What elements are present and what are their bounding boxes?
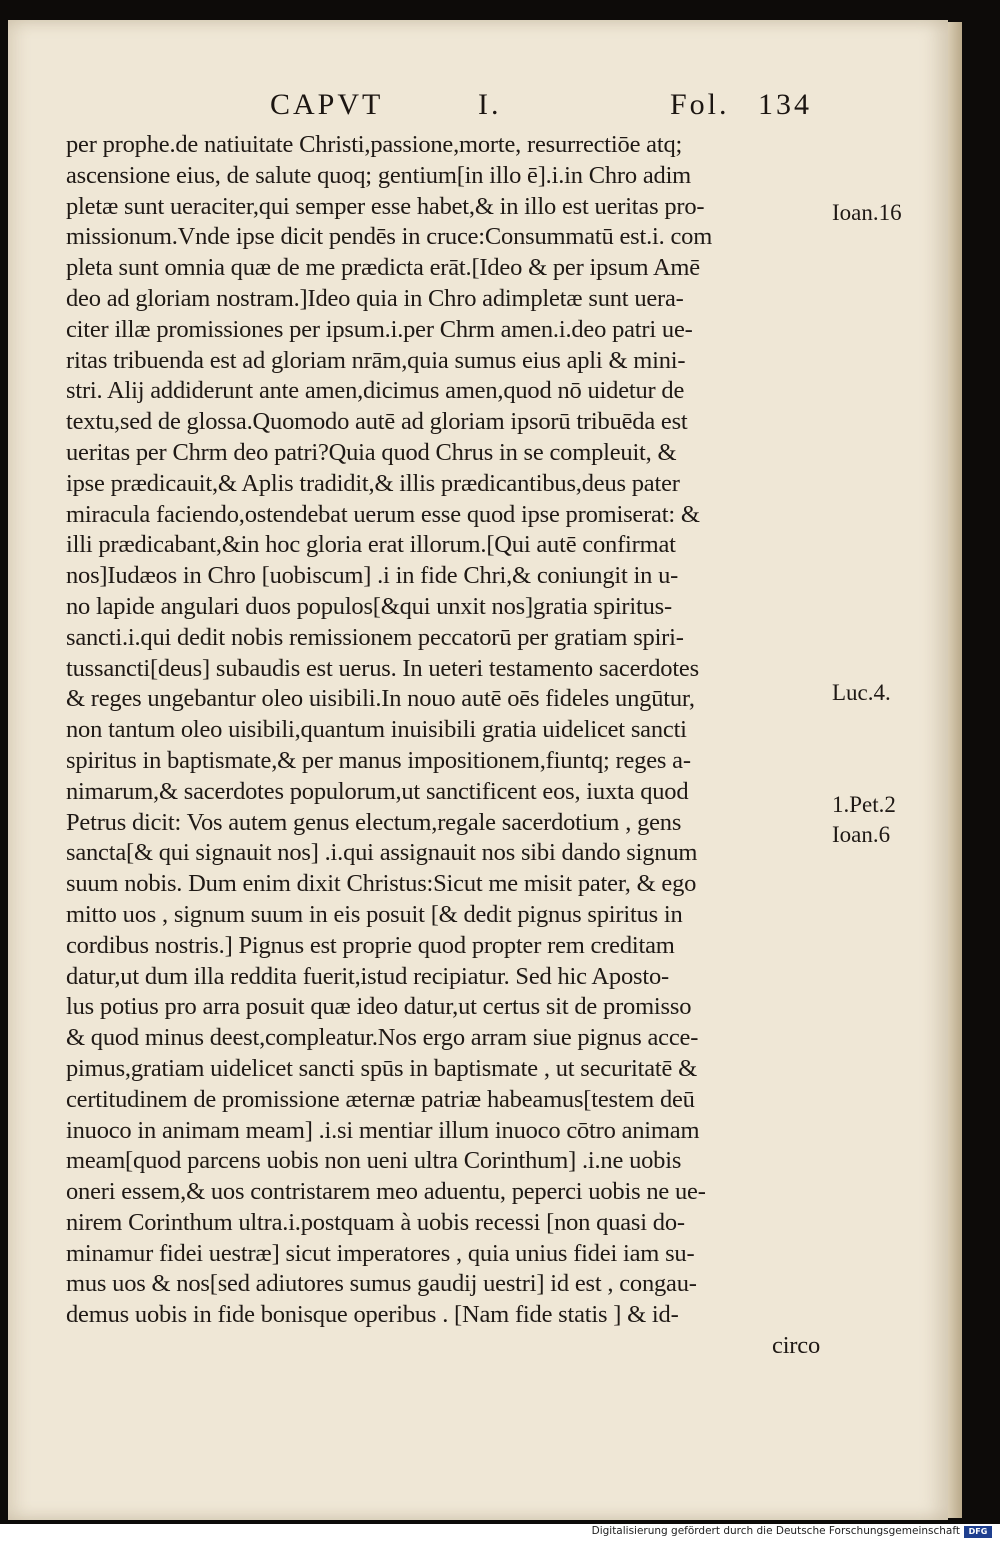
text-line: pleta sunt omnia quæ de me prædicta erāt.[Ideo & per ipsum Amē — [66, 254, 700, 282]
dfg-logo: DFG — [964, 1526, 992, 1538]
text-line: inuoco in animam meam] .i.si mentiar illum inuoco cōtro animam — [66, 1116, 700, 1144]
text-line: suum nobis. Dum enim dixit Christus:Sicut me misit pater, & ego — [66, 870, 697, 898]
text-line: datur,ut dum illa reddita fuerit,istud recipiatur. Sed hic Aposto- — [66, 962, 669, 990]
text-line: Petrus dicit: Vos autem genus electum,regale sacerdotium , gens — [66, 808, 682, 836]
text-line: textu,sed de glossa.Quomodo autē ad gloriam ipsorū tribuēda est — [66, 408, 688, 436]
text-line: miracula faciendo,ostendebat uerum esse quod ipse promiserat: & — [66, 500, 700, 528]
text-line: certitudinem de promissione æternæ patriæ habeamus[testem deū — [66, 1085, 695, 1113]
text-line: meam[quod parcens uobis non ueni ultra Corinthum] .i.ne uobis — [66, 1147, 682, 1175]
text-line: ueritas per Chrm deo patri?Quia quod Chrus in se compleuit, & — [66, 438, 677, 466]
margin-note: Luc.4. — [832, 680, 891, 705]
page-edge — [948, 22, 962, 1518]
header-fol: Fol. — [670, 88, 730, 121]
text-line: stri. Alij addiderunt ante amen,dicimus amen,quod nō uidetur de — [66, 377, 685, 405]
text-line: pletæ sunt ueraciter,qui semper esse habet,& in illo est ueritas pro- — [66, 192, 705, 220]
text-line: nos]Iudæos in Chro [uobiscum] .i in fide Chri,& coniungit in u- — [66, 562, 679, 590]
text-line: spiritus in baptismate,& per manus impositionem,fiuntq; reges a- — [66, 746, 691, 774]
text-line: ritas tribuenda est ad gloriam nrām,quia sumus eius apli & mini- — [66, 346, 686, 374]
running-header — [270, 88, 830, 128]
text-line: per prophe.de natiuitate Christi,passione,morte, resurrectiōe atq; — [66, 131, 683, 158]
text-line: demus uobis in fide bonisque operibus . [Nam fide statis ] & id- — [66, 1301, 679, 1329]
text-line: sancti.i.qui dedit nobis remissionem peccatorū per gratiam spiri- — [66, 623, 684, 651]
text-block — [66, 130, 826, 1362]
text-line: nirem Corinthum ultra.i.postquam à uobis recessi [non quasi do- — [66, 1208, 685, 1236]
margin-note: 1.Pet.2 — [832, 792, 896, 817]
text-line: nimarum,& sacerdotes populorum,ut sanctificent eos, iuxta quod — [66, 777, 689, 805]
text-line: oneri essem,& uos contristarem meo aduentu, peperci uobis ne ue- — [66, 1178, 706, 1206]
text-line: citer illæ promissiones per ipsum.i.per Chrm amen.i.deo patri ue- — [66, 315, 693, 343]
funding-credit: Digitalisierung gefördert durch die Deutsche Forschungsgemeinschaft — [591, 1525, 960, 1537]
text-line: deo ad gloriam nostram.]Ideo quia in Chro adimpletæ sunt uera- — [66, 284, 684, 312]
margin-note: Ioan.16 — [832, 200, 902, 225]
text-line: pimus,gratiam uidelicet sancti spūs in baptismate , ut securitatē & — [66, 1054, 697, 1082]
text-line: sancta[& qui signauit nos] .i.qui assignauit nos sibi dando signum — [66, 839, 698, 867]
text-line: illi prædicabant,&in hoc gloria erat illorum.[Qui autē confirmat — [66, 531, 676, 559]
text-line: non tantum oleo uisibili,quantum inuisibili gratia uidelicet sancti — [66, 716, 687, 744]
text-line: mus uos & nos[sed adiutores sumus gaudij uestri] id est , congau- — [66, 1270, 697, 1298]
text-line: tussancti[deus] subaudis est uerus. In ueteri testamento sacerdotes — [66, 654, 699, 682]
footer-bar — [0, 1524, 1000, 1541]
text-line: & quod minus deest,compleatur.Nos ergo arram siue pignus acce- — [66, 1024, 699, 1052]
margin-note: Ioan.6 — [832, 822, 891, 847]
text-line: cordibus nostris.] Pignus est proprie quod propter rem creditam — [66, 931, 675, 959]
text-line: no lapide angulari duos populos[&qui unxit nos]gratia spiritus- — [66, 592, 672, 620]
header-folio-number: 134 — [758, 88, 812, 121]
header-caput: CAPVT — [270, 88, 384, 121]
text-line: missionum.Vnde ipse dicit pendēs in cruce:Consummatū est.i. com — [66, 223, 713, 251]
text-line: minamur fidei uestræ] sicut imperatores , quia unius fidei iam su- — [66, 1239, 695, 1267]
catchword: circo — [772, 1332, 820, 1360]
text-line: ascensione eius, de salute quoq; gentium[in illo ē].i.in Chro adim — [66, 161, 692, 189]
text-line: ipse prædicauit,& Aplis tradidit,& illis prædicantibus,deus pater — [66, 469, 680, 497]
header-chapter-number: I. — [478, 88, 502, 121]
text-line: mitto uos , signum suum in eis posuit [& dedit pignus spiritus in — [66, 900, 683, 928]
text-line: lus potius pro arra posuit quæ ideo datur,ut certus sit de promisso — [66, 993, 692, 1021]
text-line: & reges ungebantur oleo uisibili.In nouo autē oēs fideles ungūtur, — [66, 685, 695, 713]
